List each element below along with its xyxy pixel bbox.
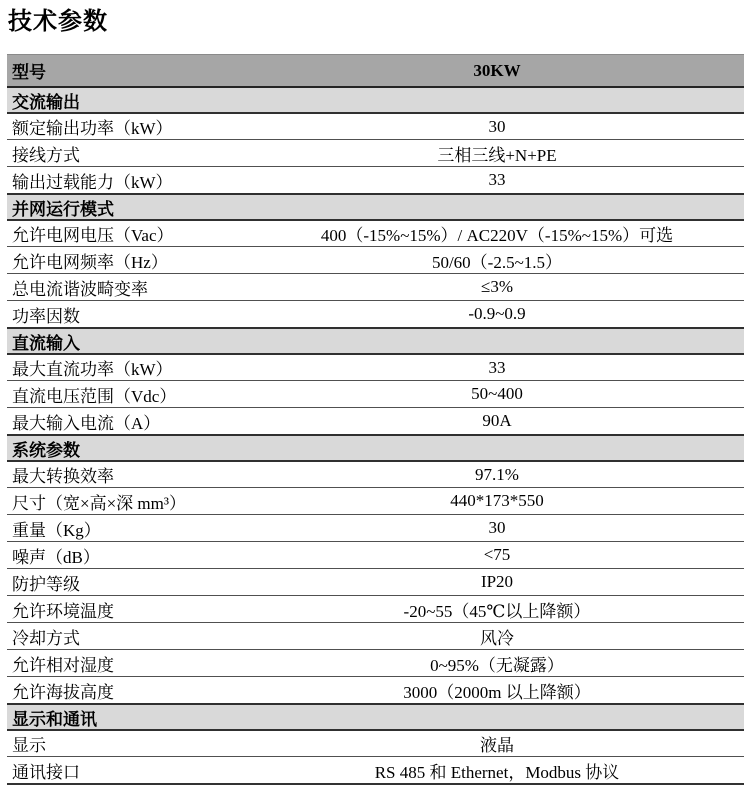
spec-value: 三相三线+N+PE [437, 145, 557, 165]
spec-value: 400（-15%~15%）/ AC220V（-15%~15%）可选 [320, 226, 674, 245]
spec-row [7, 460, 744, 487]
spec-label: 额定输出功率（kW） [12, 119, 173, 138]
spec-label: 允许海拔高度 [12, 682, 114, 702]
spec-value: ≤3% [481, 277, 513, 296]
spec-label: 通讯接口 [12, 762, 80, 782]
section-title: 显示和通讯 [12, 709, 97, 729]
spec-label: 重量（Kg） [12, 520, 101, 540]
spec-value: 33 [488, 357, 506, 377]
spec-label: 噪声（dB） [12, 547, 100, 567]
spec-label: 功率因数 [12, 306, 80, 326]
spec-row [7, 568, 744, 595]
spec-value: 97.1% [475, 464, 519, 484]
spec-row [7, 300, 744, 327]
section-header-row [7, 193, 744, 219]
spec-label: 防护等级 [12, 574, 80, 594]
spec-label: 显示 [12, 736, 46, 755]
spec-row [7, 380, 744, 407]
section-header-row [7, 327, 744, 353]
section-title: 交流输出 [12, 92, 80, 112]
spec-row [7, 622, 744, 649]
spec-row [7, 166, 744, 193]
spec-value: 30 [488, 116, 506, 136]
spec-row [7, 219, 744, 246]
spec-label: 最大转换效率 [12, 467, 114, 486]
spec-value: 440*173*550 [450, 491, 544, 510]
spec-row [7, 514, 744, 541]
spec-label: 输出过载能力（kW） [12, 172, 173, 192]
spec-row [7, 541, 744, 568]
spec-label: 允许环境温度 [12, 601, 114, 621]
spec-label: 冷却方式 [12, 628, 80, 648]
spec-value: 风冷 [480, 628, 514, 648]
datasheet-page [0, 8, 750, 788]
spec-value: -0.9~0.9 [468, 304, 526, 323]
section-title: 并网运行模式 [12, 199, 114, 219]
spec-row [7, 756, 744, 783]
spec-value: 33 [488, 170, 506, 189]
model-header-value: 30KW [473, 60, 521, 80]
spec-label: 最大输入电流（A） [12, 413, 161, 433]
spec-row [7, 729, 744, 756]
spec-row [7, 139, 744, 166]
spec-label: 接线方式 [12, 145, 80, 165]
spec-label: 尺寸（宽×高×深 mm³） [12, 493, 186, 513]
spec-value: 3000（2000m 以上降额） [403, 682, 591, 702]
spec-label: 允许电网频率（Hz） [12, 252, 168, 272]
spec-value: 50~400 [471, 384, 523, 403]
spec-value: 90A [482, 411, 512, 430]
spec-row [7, 246, 744, 273]
spec-row [7, 487, 744, 514]
spec-value: RS 485 和 Ethernet，Modbus 协议 [374, 762, 620, 782]
spec-value: 50/60（-2.5~1.5） [431, 252, 563, 272]
spec-row [7, 273, 744, 300]
spec-value: 液晶 [480, 736, 514, 755]
spec-row [7, 112, 744, 139]
spec-label: 允许相对湿度 [12, 655, 114, 675]
model-header-label: 型号 [12, 63, 46, 82]
spec-value: 0~95%（无凝露） [430, 655, 564, 675]
spec-value: -20~55（45℃以上降额） [403, 601, 591, 621]
spec-row [7, 595, 744, 622]
spec-row [7, 649, 744, 676]
section-header-row [7, 434, 744, 460]
section-title: 系统参数 [12, 440, 80, 460]
spec-label: 直流电压范围（Vdc） [12, 386, 177, 406]
section-header-row [7, 86, 744, 112]
spec-row [7, 407, 744, 434]
spec-table [7, 54, 744, 785]
spec-label: 允许电网电压（Vac） [12, 226, 174, 245]
section-title: 直流输入 [12, 333, 80, 353]
section-header-row [7, 703, 744, 729]
spec-value: IP20 [480, 572, 514, 591]
spec-label: 总电流谐波畸变率 [12, 279, 148, 299]
spec-row [7, 676, 744, 703]
spec-value: <75 [483, 545, 511, 564]
spec-row [7, 353, 744, 380]
model-header-row [7, 55, 744, 86]
spec-label: 最大直流功率（kW） [12, 360, 173, 379]
page-title: 技术参数 [8, 8, 108, 35]
spec-value: 30 [488, 518, 506, 537]
